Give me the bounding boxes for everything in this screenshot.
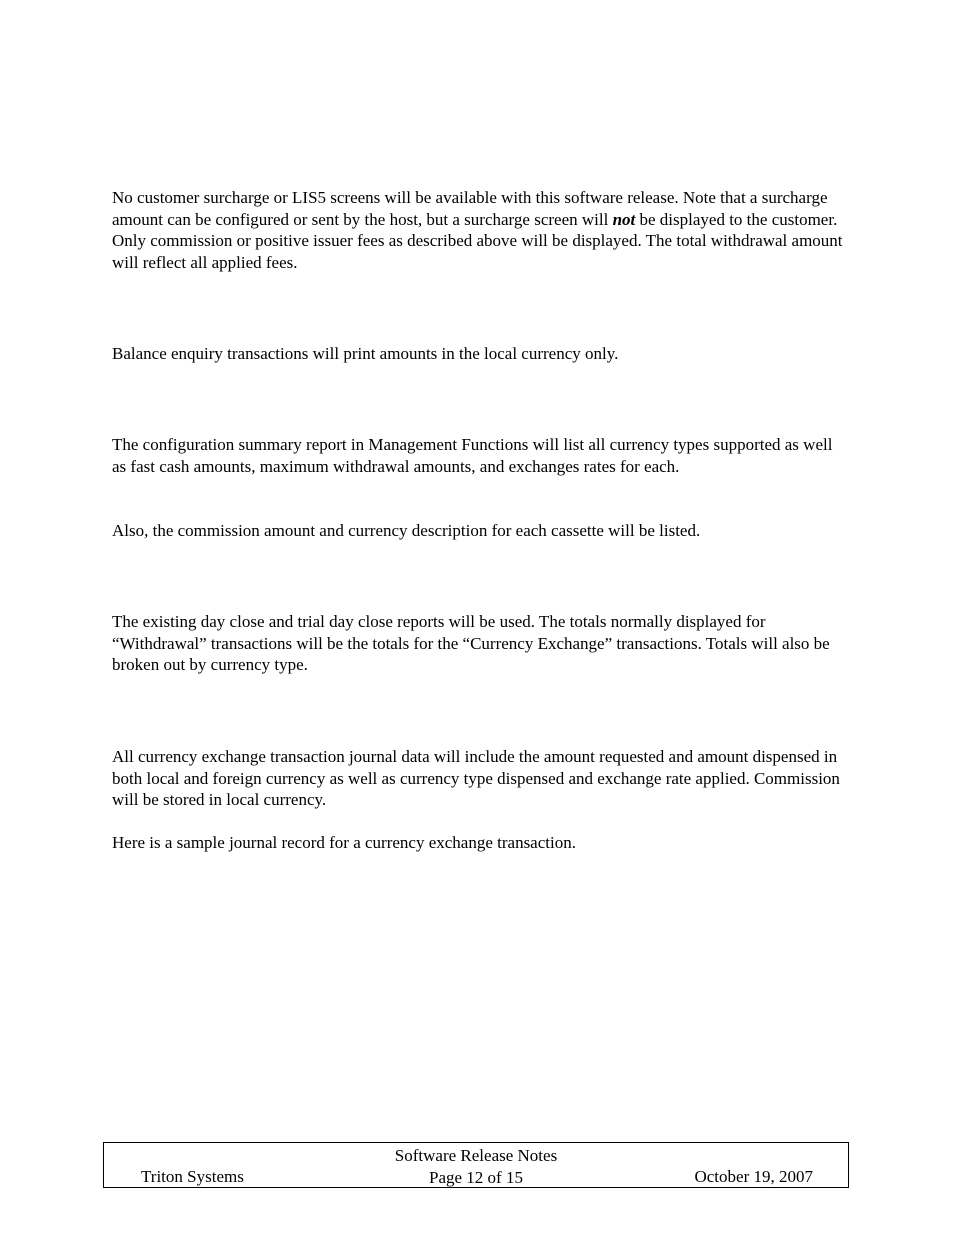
paragraph-surcharge-text-2: be displayed to the customer. Only commission or positive issuer fees as described above will be displayed. The total withdrawal amount will reflect all applied fees. <box>112 209 843 272</box>
paragraph-journal-data: All currency exchange transaction journal data will include the amount requested and amount dispensed in both local and foreign currency as well as currency type dispensed and exchange rate applied. Commission will be stored in local currency. <box>112 747 840 809</box>
paragraph-surcharge <box>112 187 847 273</box>
page-footer <box>103 1142 849 1188</box>
paragraph-balance-enquiry: Balance enquiry transactions will print amounts in the local currency only. <box>112 344 619 363</box>
paragraph-sample-journal: Here is a sample journal record for a currency exchange transaction. <box>112 833 576 852</box>
paragraph-day-close: The existing day close and trial day close reports will be used. The totals normally displayed for “Withdrawal” transactions will be the totals for the “Currency Exchange” transactions. Totals will also be broken out by currency type. <box>112 612 830 674</box>
footer-doc-title: Software Release Notes <box>394 1146 558 1165</box>
footer-company: Triton Systems <box>141 1167 244 1186</box>
paragraph-commission-cassette: Also, the commission amount and currency description for each cassette will be listed. <box>112 521 701 540</box>
emphasis-not: not <box>612 209 636 229</box>
footer-page-info: Page 12 of 15 <box>429 1168 523 1187</box>
footer-date: October 19, 2007 <box>694 1167 813 1186</box>
paragraph-surcharge-text-1: No customer surcharge or LIS5 screens will be available with this software release. Note that a surcharge amount can be configured or sent by the host, but a surcharge screen will <box>112 188 828 229</box>
paragraph-configuration-summary: The configuration summary report in Management Functions will list all currency types supported as well as fast cash amounts, maximum withdrawal amounts, and exchanges rates for each. <box>112 435 833 476</box>
